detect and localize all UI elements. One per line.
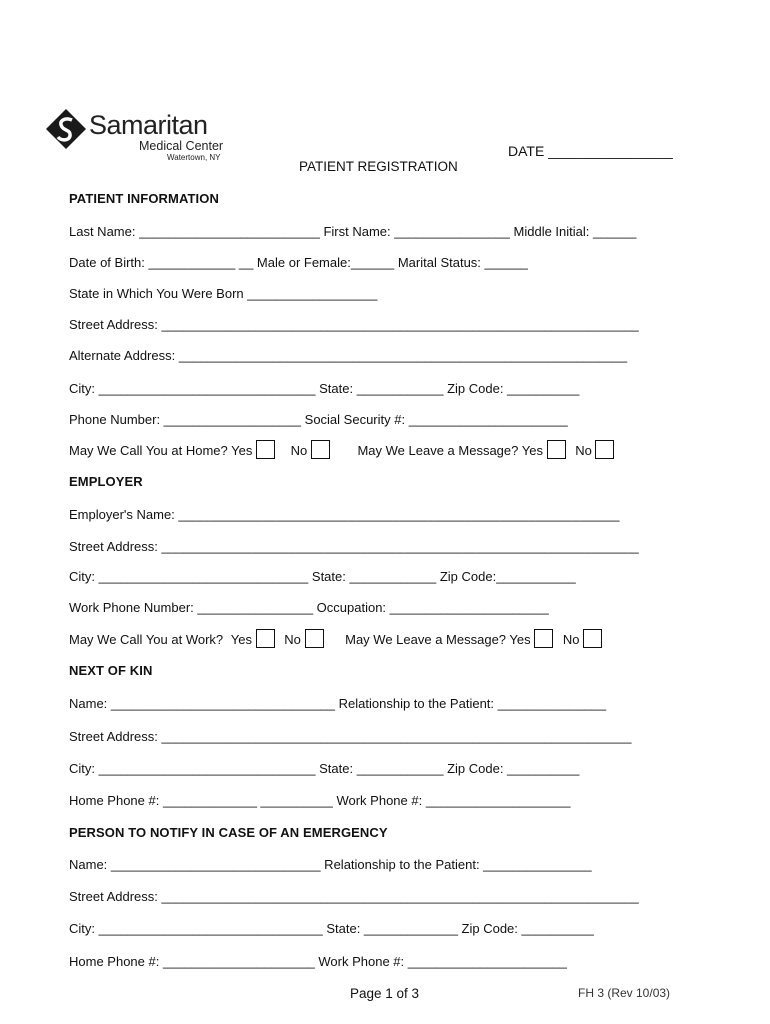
no-label: No bbox=[284, 632, 301, 647]
yes-label: Yes bbox=[509, 632, 531, 647]
kin-street-field-line[interactable]: Street Address: _________________________________________________________________ bbox=[69, 729, 632, 744]
emergency-phone-field-line[interactable]: Home Phone #: _____________________ Work Phone #: ______________________ bbox=[69, 954, 567, 969]
leave-message-question: May We Leave a Message? bbox=[357, 443, 519, 458]
section-heading-patient-information: PATIENT INFORMATION bbox=[69, 191, 219, 206]
birth-sex-marital-field-line[interactable]: Date of Birth: ____________ __ Male or Female:______ Marital Status: ______ bbox=[69, 255, 528, 270]
emergency-street-field-line[interactable]: Street Address: __________________________________________________________________ bbox=[69, 889, 639, 904]
call-home-question: May We Call You at Home? bbox=[69, 443, 228, 458]
no-label: No bbox=[575, 443, 592, 458]
yes-label: Yes bbox=[230, 632, 252, 647]
section-heading-employer: EMPLOYER bbox=[69, 474, 143, 489]
samaritan-logo-icon bbox=[45, 108, 87, 150]
street-address-field-line[interactable]: Street Address: __________________________________________________________________ bbox=[69, 317, 639, 332]
form-revision: FH 3 (Rev 10/03) bbox=[578, 986, 671, 1000]
city-state-zip-field-line[interactable]: City: ______________________________ State: ____________ Zip Code: __________ bbox=[69, 381, 580, 396]
logo-name: Samaritan bbox=[89, 110, 208, 140]
home-message-no-checkbox[interactable] bbox=[595, 440, 614, 459]
call-home-yes-checkbox[interactable] bbox=[256, 440, 275, 459]
birth-state-field-line[interactable]: State in Which You Were Born __________________ bbox=[69, 286, 378, 301]
phone-ssn-field-line[interactable]: Phone Number: ___________________ Social Security #: ______________________ bbox=[69, 412, 568, 427]
section-heading-emergency-contact: PERSON TO NOTIFY IN CASE OF AN EMERGENCY bbox=[69, 825, 388, 840]
name-field-line[interactable]: Last Name: _________________________ First Name: ________________ Middle Initial: ______ bbox=[69, 224, 637, 239]
yes-label: Yes bbox=[521, 443, 543, 458]
page-title: PATIENT REGISTRATION bbox=[299, 159, 458, 174]
call-home-no-checkbox[interactable] bbox=[311, 440, 330, 459]
section-heading-next-of-kin: NEXT OF KIN bbox=[69, 663, 153, 678]
no-label: No bbox=[290, 443, 308, 458]
call-work-question: May We Call You at Work? bbox=[69, 632, 224, 647]
home-message-yes-checkbox[interactable] bbox=[547, 440, 566, 459]
employer-city-state-zip-field-line[interactable]: City: _____________________________ State: ____________ Zip Code:___________ bbox=[69, 569, 576, 584]
alternate-address-field-line[interactable]: Alternate Address: ______________________________________________________________ bbox=[69, 348, 628, 363]
employer-street-field-line[interactable]: Street Address: __________________________________________________________________ bbox=[69, 539, 639, 554]
work-phone-occupation-field-line[interactable]: Work Phone Number: ________________ Occupation: ______________________ bbox=[69, 600, 549, 615]
emergency-name-relationship-field-line[interactable]: Name: _____________________________ Relationship to the Patient: _______________ bbox=[69, 857, 592, 872]
logo-subtitle: Medical Center bbox=[139, 139, 224, 153]
leave-message-question: May We Leave a Message? bbox=[345, 632, 507, 647]
call-work-yes-checkbox[interactable] bbox=[256, 629, 275, 648]
kin-name-relationship-field-line[interactable]: Name: _______________________________ Relationship to the Patient: _______________ bbox=[69, 696, 607, 711]
yes-label: Yes bbox=[231, 443, 253, 458]
samaritan-logo bbox=[45, 106, 245, 166]
employer-name-field-line[interactable]: Employer's Name: _____________________________________________________________ bbox=[69, 507, 620, 522]
work-message-yes-checkbox[interactable] bbox=[534, 629, 553, 648]
logo-city: Watertown, NY bbox=[167, 153, 221, 162]
kin-phone-field-line[interactable]: Home Phone #: _____________ __________ Work Phone #: ____________________ bbox=[69, 793, 571, 808]
call-work-no-checkbox[interactable] bbox=[305, 629, 324, 648]
work-call-question-line bbox=[69, 629, 604, 648]
emergency-city-state-zip-field-line[interactable]: City: _______________________________ State: _____________ Zip Code: __________ bbox=[69, 921, 594, 936]
home-call-question-line bbox=[69, 440, 616, 459]
page-number: Page 1 of 3 bbox=[350, 986, 420, 1001]
no-label: No bbox=[562, 632, 580, 647]
kin-city-state-zip-field-line[interactable]: City: ______________________________ State: ____________ Zip Code: __________ bbox=[69, 761, 580, 776]
work-message-no-checkbox[interactable] bbox=[583, 629, 602, 648]
date-field[interactable]: DATE ________________ bbox=[508, 143, 673, 159]
